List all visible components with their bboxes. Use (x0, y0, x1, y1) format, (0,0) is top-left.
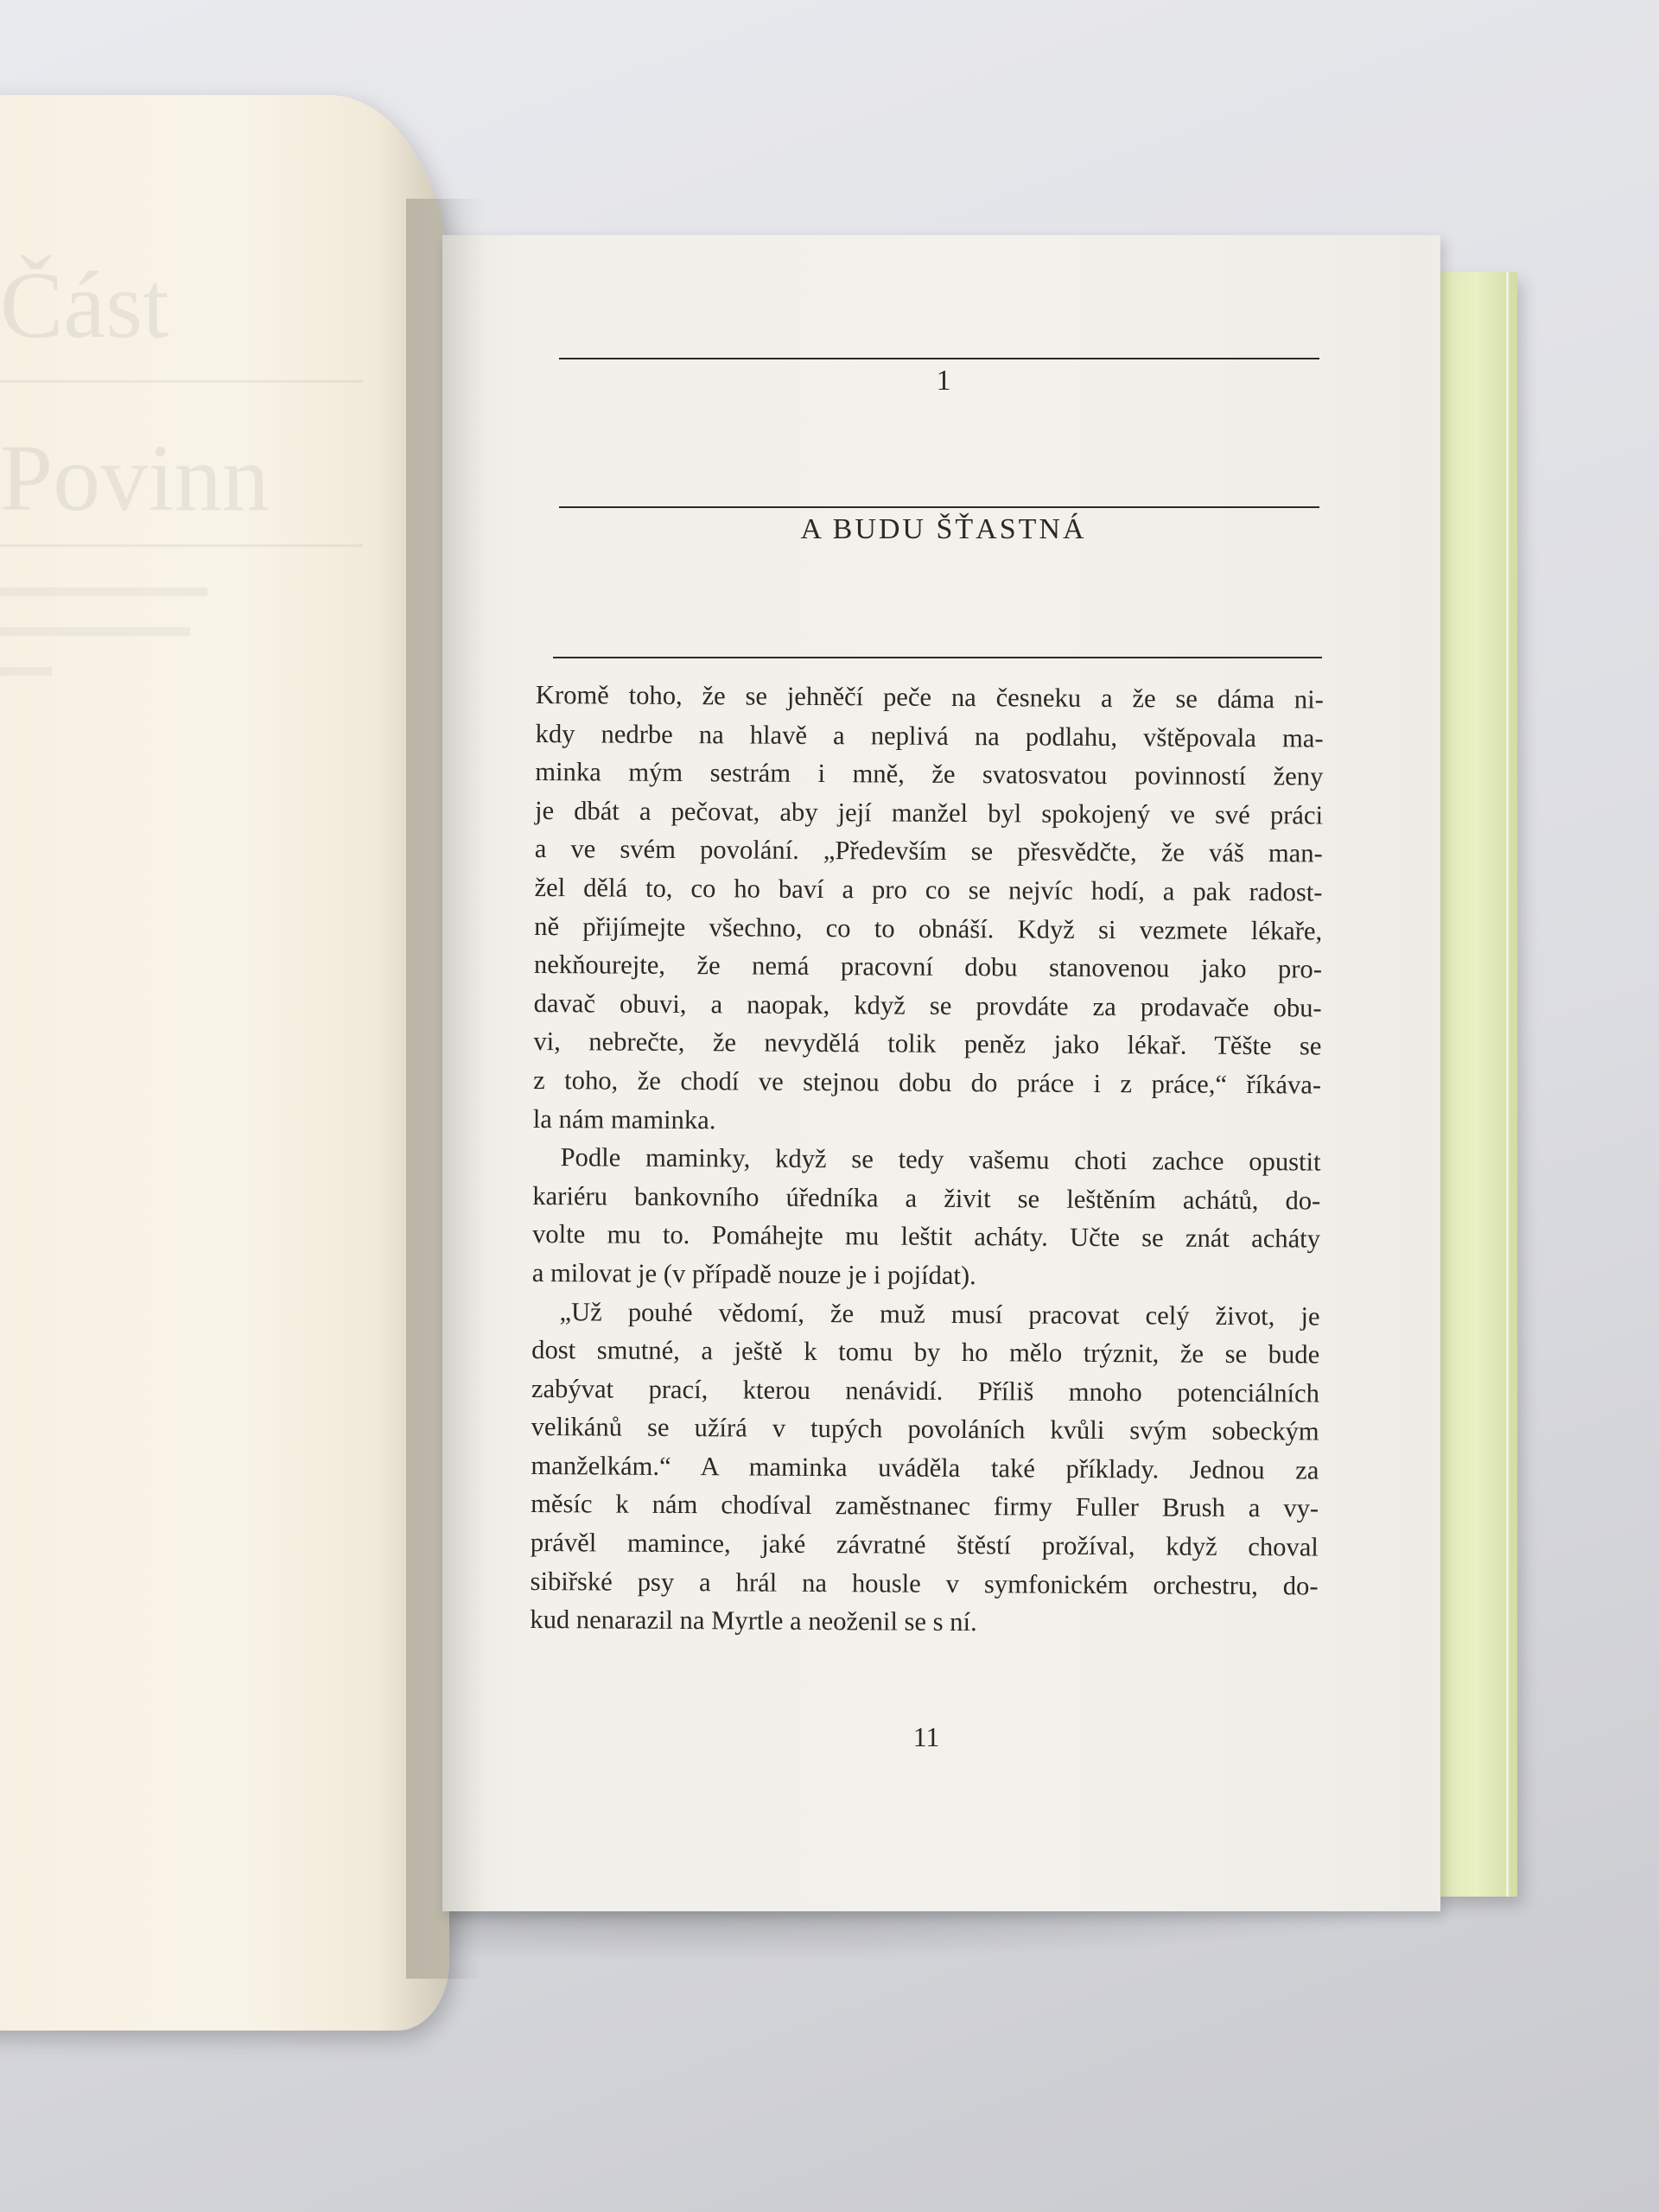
left-page-bleed-text (0, 588, 225, 707)
text-line: dost smutné, a ještě k tomu by ho mělo trýznit, že se bude (531, 1335, 1320, 1370)
text-line: minka mým sestrám i mně, že svatosvatou povinností ženy (535, 757, 1324, 791)
text-line: Podle maminky, když se tedy vašemu choti zachce opustit (560, 1142, 1321, 1177)
text-line: měsíc k nám chodíval zaměstnanec firmy Fuller Brush a vy- (531, 1489, 1319, 1524)
chapter-number: 1 (936, 365, 951, 397)
left-page-bleed-rule (0, 380, 363, 383)
text-line: je dbát a pečovat, aby její manžel byl spokojený ve své práci (534, 795, 1324, 830)
body-text (530, 676, 1324, 1643)
text-line: zabývat prací, kterou nenávidí. Příliš mnoho potenciálních (531, 1373, 1320, 1408)
book-cover-edge (1434, 272, 1517, 1897)
page-number: 11 (912, 1721, 940, 1752)
text-line: kud nenarazil na Myrtle a neoženil se s ní. (530, 1605, 977, 1637)
text-line: ně přijímejte všechno, co to obnáší. Když si vezmete lékaře, (534, 911, 1323, 946)
text-line: a ve svém povolání. „Především se přesvědčte, že váš man- (534, 834, 1323, 868)
book-gutter-shadow (406, 199, 484, 1979)
text-line: kdy nedrbe na hlavě a neplivá na podlahu, vštěpovala ma- (535, 718, 1324, 753)
text-line: kariéru bankovního úředníka a živit se leštěním achátů, do- (532, 1180, 1321, 1216)
chapter-rule-bottom (553, 657, 1322, 658)
text-line: „Už pouhé vědomí, že muž musí pracovat celý život, je (559, 1296, 1320, 1332)
text-line: velikánů se užírá v tupých povoláních kvůli svým sobeckým (531, 1412, 1319, 1446)
right-page (442, 235, 1440, 1911)
left-page-bleed-subtitle: Povinn (0, 425, 270, 531)
text-line: právěl mamince, jaké závratné štěstí prožíval, když choval (530, 1528, 1319, 1562)
text-line: volte mu to. Pomáhejte mu leštit acháty. Učte se znát acháty (531, 1219, 1321, 1254)
text-line: Kromě toho, že se jehněčí peče na česneku a že se dáma ni- (535, 679, 1324, 715)
chapter-title: A BUDU ŠŤASTNÁ (800, 513, 1087, 545)
text-line: a milovat je (v případě nouze je i pojídat). (531, 1257, 976, 1291)
text-line: žel dělá to, co ho baví a pro co se nejvíc hodí, a pak radost- (534, 872, 1323, 907)
text-line: sibiřské psy a hrál na housle v symfonickém orchestru, do- (530, 1566, 1319, 1601)
chapter-rule-middle (559, 506, 1319, 508)
left-page-bleed-rule (0, 544, 363, 547)
text-line: nekňourejte, že nemá pracovní dobu stanovenou jako pro- (533, 950, 1323, 984)
text-line: la nám maminka. (532, 1103, 716, 1135)
text-line: davač obuvi, a naopak, když se provdáte za prodavače obu- (533, 988, 1322, 1023)
chapter-rule-top (559, 358, 1319, 359)
left-page-bleed-title: Část (0, 252, 169, 358)
text-line: z toho, že chodí ve stejnou dobu do práce i z práce,“ říkáva- (533, 1065, 1322, 1100)
text-line: vi, nebrečte, že nevydělá tolik peněz jako lékař. Těšte se (533, 1027, 1322, 1061)
text-line: manželkám.“ A maminka uváděla také příklady. Jednou za (531, 1450, 1319, 1485)
left-page (0, 95, 449, 2031)
